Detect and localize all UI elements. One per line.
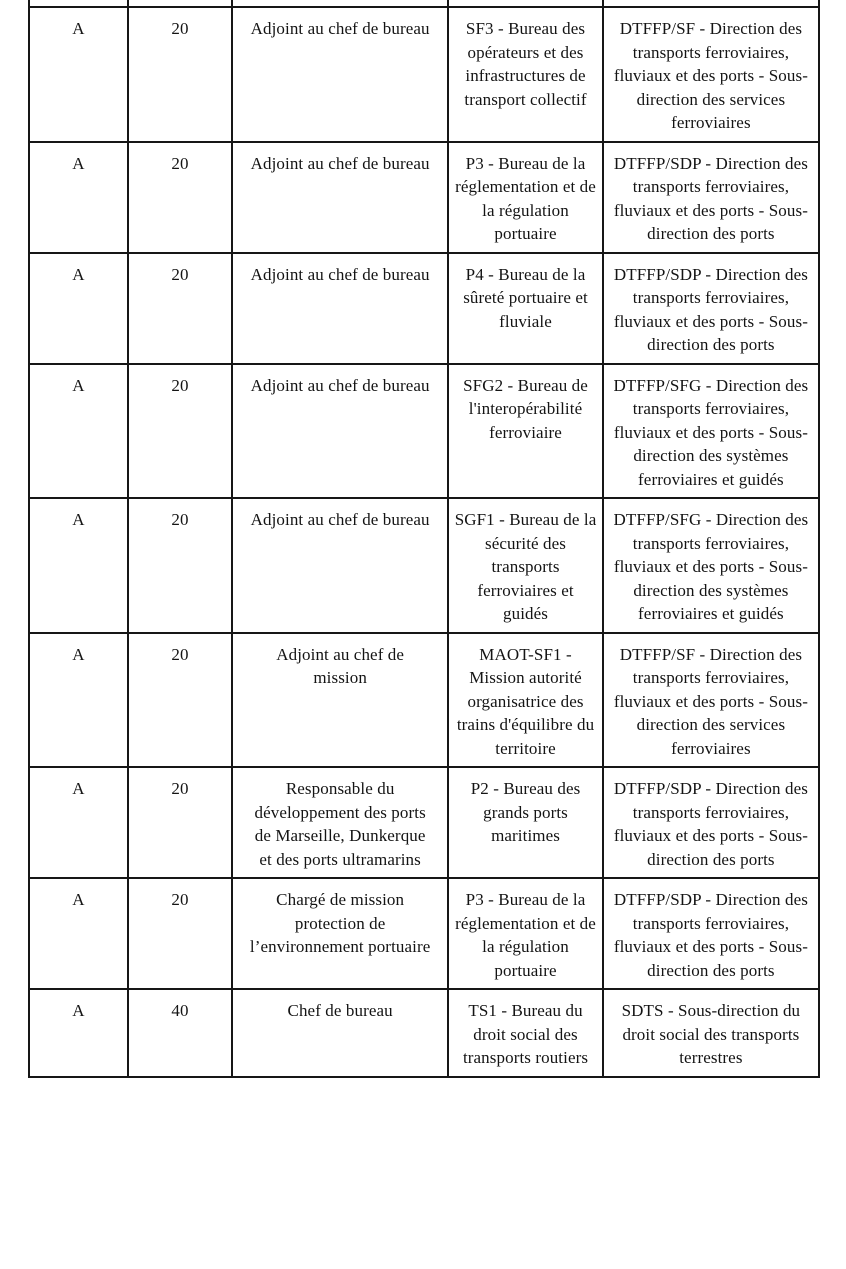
table-cell: DTFFP/SF - Direction des transports ferroviaires, fluviaux et des ports - Sous-direction des services ferroviaires	[603, 633, 819, 768]
table-cell: DTFFP/SDP - Direction des transports ferroviaires, fluviaux et des ports - Sous-direction des ports	[603, 253, 819, 364]
table-row	[29, 989, 819, 1077]
table-cell: P3 - Bureau de la réglementation et de la régulation portuaire	[448, 878, 603, 989]
table-row	[29, 142, 819, 253]
table-cell: 20	[128, 7, 232, 142]
table-cell: SGF1 - Bureau de la sécurité des transports ferroviaires et guidés	[448, 498, 603, 633]
table-cell: MAOT-SF1 - Mission autorité organisatrice des trains d'équilibre du territoire	[448, 633, 603, 768]
table-row	[29, 498, 819, 633]
table-row	[29, 364, 819, 499]
table-cell: A	[29, 142, 128, 253]
table-cell	[448, 0, 603, 7]
table-cell: P2 - Bureau des grands ports maritimes	[448, 767, 603, 878]
table-cell: P3 - Bureau de la réglementation et de la régulation portuaire	[448, 142, 603, 253]
table-cell: DTFFP/SDP - Direction des transports ferroviaires, fluviaux et des ports - Sous-direction des ports	[603, 142, 819, 253]
table-crop-region	[28, 0, 821, 1262]
table-cell: A	[29, 253, 128, 364]
positions-table	[28, 0, 820, 1078]
table-cell: TS1 - Bureau du droit social des transports routiers	[448, 989, 603, 1077]
table-cell: Chargé de mission protection de l’environnement portuaire	[232, 878, 448, 989]
table-cell: Adjoint au chef de bureau	[232, 364, 448, 499]
table-cell: A	[29, 878, 128, 989]
table-cell	[232, 0, 448, 7]
table-cell: P4 - Bureau de la sûreté portuaire et fluviale	[448, 253, 603, 364]
table-row	[29, 253, 819, 364]
table-cell: 20	[128, 498, 232, 633]
table-cell: Responsable du développement des ports de Marseille, Dunkerque et des ports ultramarins	[232, 767, 448, 878]
table-cell: 20	[128, 878, 232, 989]
table-cell: Chef de bureau	[232, 989, 448, 1077]
table-cell: Adjoint au chef de bureau	[232, 142, 448, 253]
table-cell: 20	[128, 767, 232, 878]
table-cell: DTFFP/SFG - Direction des transports ferroviaires, fluviaux et des ports - Sous-direction des systèmes ferroviaires et guidés	[603, 364, 819, 499]
table-body	[29, 0, 819, 1077]
table-row	[29, 878, 819, 989]
table-cell: A	[29, 767, 128, 878]
table-cell: 20	[128, 253, 232, 364]
table-cell: DTFFP/SFG - Direction des transports ferroviaires, fluviaux et des ports - Sous-direction des systèmes ferroviaires et guidés	[603, 498, 819, 633]
table-cell: 20	[128, 364, 232, 499]
cropped-top-row	[29, 0, 819, 7]
table-cell: A	[29, 364, 128, 499]
table-cell	[603, 0, 819, 7]
table-cell	[29, 0, 128, 7]
table-cell: Adjoint au chef de mission	[232, 633, 448, 768]
table-cell: DTFFP/SDP - Direction des transports ferroviaires, fluviaux et des ports - Sous-direction des ports	[603, 767, 819, 878]
table-cell: A	[29, 498, 128, 633]
table-cell: SDTS - Sous-direction du droit social des transports terrestres	[603, 989, 819, 1077]
table-row	[29, 7, 819, 142]
table-cell: Adjoint au chef de bureau	[232, 7, 448, 142]
table-cell: Adjoint au chef de bureau	[232, 253, 448, 364]
table-cell: 20	[128, 633, 232, 768]
table-cell: 20	[128, 142, 232, 253]
table-cell: 40	[128, 989, 232, 1077]
table-cell: SFG2 - Bureau de l'interopérabilité ferroviaire	[448, 364, 603, 499]
table-cell: A	[29, 7, 128, 142]
table-cell: DTFFP/SF - Direction des transports ferroviaires, fluviaux et des ports - Sous-direction des services ferroviaires	[603, 7, 819, 142]
table-cell: SF3 - Bureau des opérateurs et des infrastructures de transport collectif	[448, 7, 603, 142]
table-cell: A	[29, 989, 128, 1077]
table-cell	[128, 0, 232, 7]
table-row	[29, 767, 819, 878]
table-cell: DTFFP/SDP - Direction des transports ferroviaires, fluviaux et des ports - Sous-direction des ports	[603, 878, 819, 989]
table-cell: A	[29, 633, 128, 768]
table-cell: Adjoint au chef de bureau	[232, 498, 448, 633]
table-row	[29, 633, 819, 768]
